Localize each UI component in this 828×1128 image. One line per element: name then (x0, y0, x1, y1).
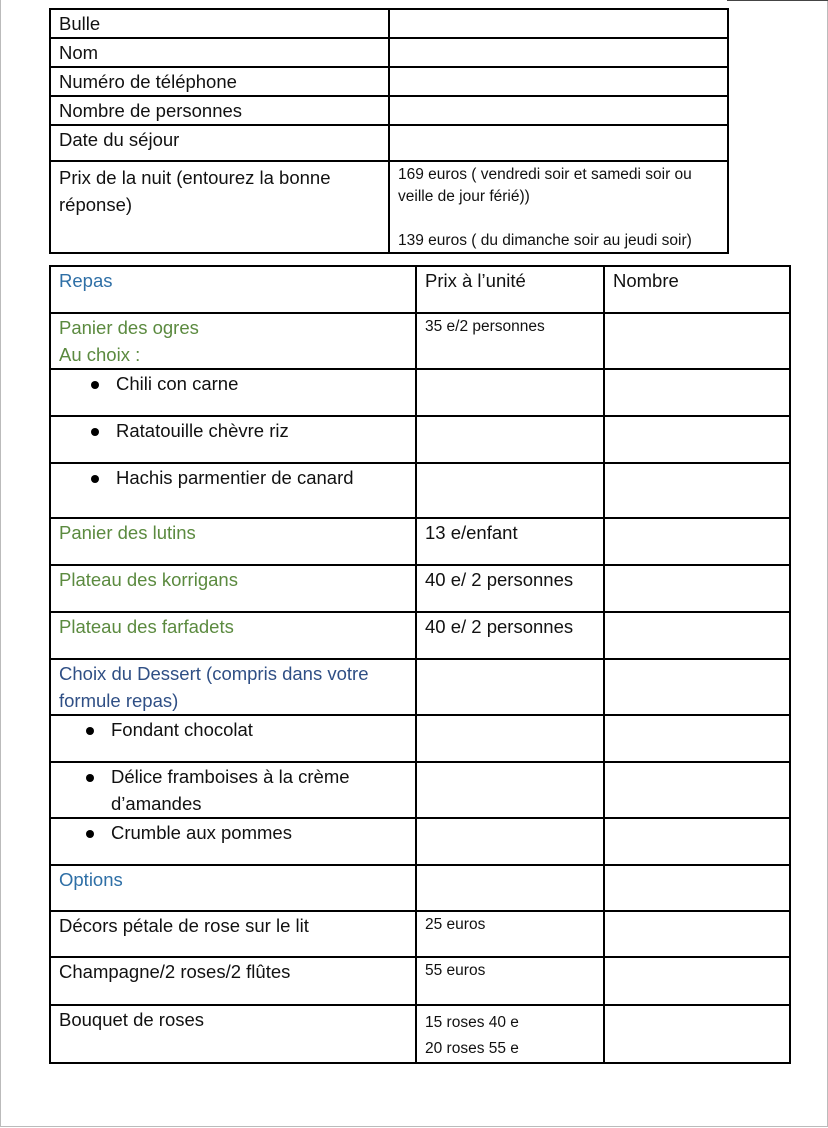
ogres-choice-price (416, 416, 604, 463)
table-row (50, 659, 790, 715)
panier-ogres-title: Panier des ogres (59, 317, 199, 338)
date-sejour-field[interactable] (389, 125, 728, 161)
option-petales-quantity[interactable] (604, 911, 790, 957)
table-header-row (50, 266, 790, 313)
dessert-header: Choix du Dessert (compris dans votre formule repas) (50, 659, 416, 715)
ogres-choice-chili: Chili con carne (50, 369, 416, 416)
table-row (50, 518, 790, 565)
table-row (50, 96, 728, 125)
telephone-field[interactable] (389, 67, 728, 96)
dessert-price (416, 818, 604, 865)
panier-ogres-quantity[interactable] (604, 313, 790, 369)
panier-ogres-subtitle: Au choix : (59, 344, 141, 365)
table-row (50, 463, 790, 518)
prix-nuit-label: Prix de la nuit (entourez la bonne réponse) (50, 161, 389, 253)
plateau-farfadets-label: Plateau des farfadets (50, 612, 416, 659)
option-champagne-quantity[interactable] (604, 957, 790, 1005)
ogres-choice-quantity[interactable] (604, 369, 790, 416)
table-row (50, 1005, 790, 1063)
dessert-header-price (416, 659, 604, 715)
plateau-korrigans-label: Plateau des korrigans (50, 565, 416, 612)
price-option-week[interactable]: 139 euros ( du dimanche soir au jeudi soir) (398, 232, 692, 249)
ogres-choice-price (416, 369, 604, 416)
dessert-header-quantity (604, 659, 790, 715)
ogres-choice-quantity[interactable] (604, 416, 790, 463)
bulle-label: Bulle (50, 9, 389, 38)
option-petales-label: Décors pétale de rose sur le lit (50, 911, 416, 957)
dessert-price (416, 762, 604, 818)
dessert-delice: Délice framboises à la crème d’amandes (50, 762, 416, 818)
table-row (50, 565, 790, 612)
table-row (50, 125, 728, 161)
table-row (50, 67, 728, 96)
option-bouquet-price (416, 1005, 604, 1063)
panier-lutins-quantity[interactable] (604, 518, 790, 565)
bulle-field[interactable] (389, 9, 728, 38)
date-sejour-label: Date du séjour (50, 125, 389, 161)
plateau-farfadets-price: 40 e/ 2 personnes (416, 612, 604, 659)
ogres-choice-ratatouille: Ratatouille chèvre riz (50, 416, 416, 463)
dessert-quantity[interactable] (604, 762, 790, 818)
nombre-personnes-field[interactable] (389, 96, 728, 125)
meal-order-table (49, 265, 791, 1064)
nom-field[interactable] (389, 38, 728, 67)
plateau-korrigans-quantity[interactable] (604, 565, 790, 612)
col-header-nombre: Nombre (604, 266, 790, 313)
page-edge-line (727, 0, 828, 1)
dessert-quantity[interactable] (604, 715, 790, 762)
telephone-label: Numéro de téléphone (50, 67, 389, 96)
bouquet-price-15: 15 roses 40 e (425, 1014, 519, 1031)
option-bouquet-label: Bouquet de roses (50, 1005, 416, 1063)
dessert-quantity[interactable] (604, 818, 790, 865)
table-row (50, 911, 790, 957)
options-header-quantity (604, 865, 790, 911)
plateau-korrigans-price: 40 e/ 2 personnes (416, 565, 604, 612)
nombre-personnes-label: Nombre de personnes (50, 96, 389, 125)
reservation-info-table (49, 8, 729, 254)
option-champagne-price: 55 euros (416, 957, 604, 1005)
option-bouquet-quantity[interactable] (604, 1005, 790, 1063)
col-header-prix: Prix à l’unité (416, 266, 604, 313)
ogres-choice-hachis: Hachis parmentier de canard (50, 463, 416, 518)
table-row (50, 612, 790, 659)
ogres-choice-price (416, 463, 604, 518)
table-row (50, 9, 728, 38)
panier-ogres-cell (50, 313, 416, 369)
prix-nuit-options (389, 161, 728, 253)
panier-lutins-label: Panier des lutins (50, 518, 416, 565)
options-header-price (416, 865, 604, 911)
table-row (50, 957, 790, 1005)
table-row (50, 369, 790, 416)
bouquet-price-20: 20 roses 55 e (425, 1040, 519, 1057)
table-row (50, 715, 790, 762)
dessert-fondant: Fondant chocolat (50, 715, 416, 762)
nom-label: Nom (50, 38, 389, 67)
panier-lutins-price: 13 e/enfant (416, 518, 604, 565)
option-champagne-label: Champagne/2 roses/2 flûtes (50, 957, 416, 1005)
ogres-choice-quantity[interactable] (604, 463, 790, 518)
panier-ogres-price: 35 e/2 personnes (416, 313, 604, 369)
plateau-farfadets-quantity[interactable] (604, 612, 790, 659)
dessert-crumble: Crumble aux pommes (50, 818, 416, 865)
table-row (50, 416, 790, 463)
table-row (50, 38, 728, 67)
table-row (50, 818, 790, 865)
col-header-repas: Repas (50, 266, 416, 313)
table-row (50, 865, 790, 911)
options-header: Options (50, 865, 416, 911)
table-row (50, 313, 790, 369)
table-row (50, 762, 790, 818)
table-row (50, 161, 728, 253)
option-petales-price: 25 euros (416, 911, 604, 957)
dessert-price (416, 715, 604, 762)
price-option-weekend[interactable]: 169 euros ( vendredi soir et samedi soir ou veille de jour férié)) (398, 166, 692, 205)
